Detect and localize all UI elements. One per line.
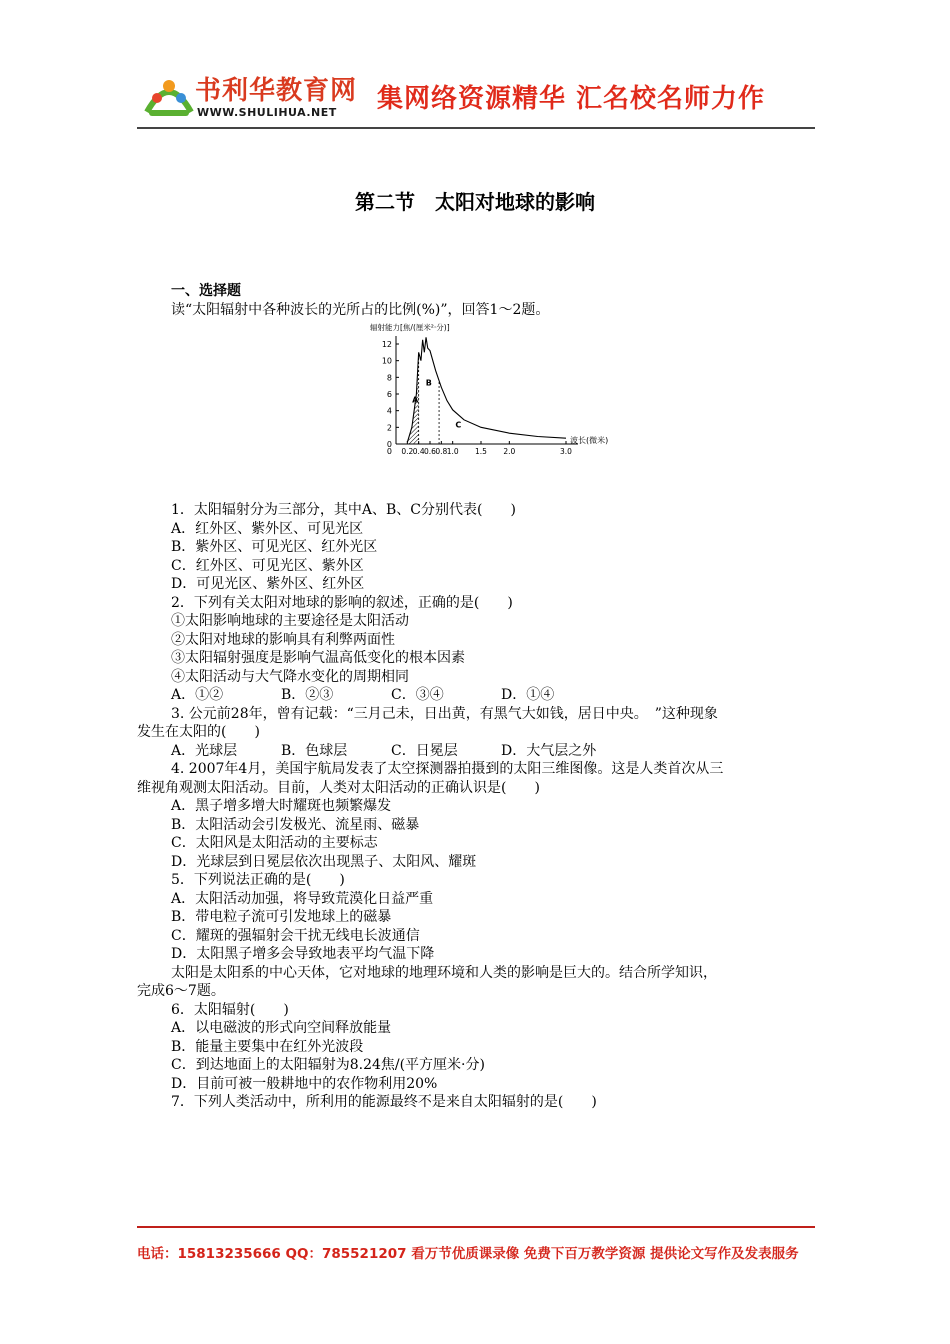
question-4-option-b: B．太阳活动会引发极光、流星雨、磁暴 [171,816,420,833]
question-6-stem: 6．太阳辐射( ) [171,1001,289,1018]
question-7-stem: 7．下列人类活动中，所利用的能源最终不是来自太阳辐射的是( ) [171,1094,597,1110]
chart-region-label-a: A [412,395,419,405]
footer-contact: 电话：15813235666 QQ：785521207 看万节优质课录像 免费下百万教学资源 提供论文写作及发表服务 [137,1246,799,1262]
chart-region-label-c: C [455,420,462,430]
question-1-option-a: A．红外区、紫外区、可见光区 [171,520,364,537]
chart-y-tick-label: 8 [386,373,392,383]
question-6-option-b: B．能量主要集中在红外光波段 [171,1038,364,1055]
header-slogan: 集网络资源精华 汇名校名师力作 [377,84,766,114]
site-header [137,66,815,128]
chart-xlabel: 波长(微米) [570,436,609,445]
chart-y-tick-label: 12 [381,340,392,349]
question-3-stem-line-1: 3. 公元前28年，曾有记载：“三月己未，日出黄，有黑气大如钱，居日中央。 ”这种现象 [171,705,718,722]
page-title: 第二节 太阳对地球的影响 [355,190,595,214]
header-divider [137,127,815,129]
question-2-statement-2: ②太阳对地球的影响具有利弊两面性 [171,631,395,648]
question-5-stem: 5．下列说法正确的是( ) [171,872,345,888]
chart-y-tick-label: 2 [386,423,392,433]
question-2-option-b: B．②③ [281,687,334,703]
chart-x-tick-label: 0.2 [401,447,414,456]
question-4-option-c: C．太阳风是太阳活动的主要标志 [171,835,378,851]
chart-y-tick-label: 10 [381,356,392,366]
question-5-option-d: D．太阳黑子增多会导致地表平均气温下降 [171,946,435,962]
question-3-option-c: C．日冕层 [391,742,458,759]
chart-x-tick-label: 0.6 [424,447,436,456]
chart-region-label-b: B [425,378,432,388]
question-5-option-a: A．太阳活动加强，将导致荒漠化日益严重 [171,890,434,907]
chart-y-tick-label: 4 [386,406,392,416]
question-1-option-d: D．可见光区、紫外区、红外区 [171,576,365,592]
question-2-statement-3: ③太阳辐射强度是影响气温高低变化的根本因素 [171,650,465,666]
chart-x-tick-label: 2.0 [503,447,516,456]
question-2-options [137,686,817,705]
chart-x-tick-label: 0.8 [435,447,448,456]
question-6-option-a: A．以电磁波的形式向空间释放能量 [171,1020,392,1036]
question-5-option-b: B．带电粒子流可引发地球上的磁暴 [171,909,392,925]
question-3-option-b: B．色球层 [281,742,348,759]
question-4-stem-line-2: 维视角观测太阳活动。目前，人类对太阳活动的正确认识是( ) [137,779,540,796]
question-2-option-d: D．①④ [501,687,555,703]
chart-x-tick-label: 1.5 [475,447,487,456]
question-4-option-d: D．光球层到日冕层依次出现黑子、太阳风、耀斑 [171,853,477,870]
chart-series-line [407,337,566,442]
chart-origin-label: 0 [386,447,392,456]
chart-x-tick-label: 3.0 [560,447,572,456]
footer-divider [137,1226,815,1228]
question-5-option-c: C．耀斑的强辐射会干扰无线电长波通信 [171,927,420,944]
question-2-stem: 2．下列有关太阳对地球的影响的叙述，正确的是( ) [171,594,513,611]
question-6-option-d: D．目前可被一般耕地中的农作物利用20% [171,1075,438,1092]
question-3-options [137,742,817,761]
question-2-statement-4: ④太阳活动与大气降水变化的周期相同 [171,668,409,685]
question-4-stem-line-1: 4. 2007年4月，美国宇航局发表了太空探测器拍摄到的太阳三维图像。这是人类首次从三 [171,761,724,777]
brand-url: WWW.SHULIHUA.NET [197,106,337,119]
question-1-option-b: B．紫外区、可见光区、红外光区 [171,539,378,555]
document-body [137,282,817,1112]
question-4-option-a: A．黑子增多增大时耀斑也频繁爆发 [171,798,392,814]
intro-6-7-line-1: 太阳是太阳系的中心天体，它对地球的地理环境和人类的影响是巨大的。结合所学知识， [171,964,717,981]
question-2-statement-1: ①太阳影响地球的主要途径是太阳活动 [171,613,409,629]
section-heading: 一、选择题 [171,283,241,299]
brand-name: 书利华教育网 [195,76,358,106]
logo-icon [143,68,195,120]
question-1-option-c: C．红外区、可见光区、紫外区 [171,557,364,574]
chart-x-tick-label: 0.4 [412,447,425,456]
question-3-stem-line-2: 发生在太阳的( ) [137,724,260,740]
radiation-chart [362,321,632,471]
intro-6-7-line-2: 完成6～7题。 [137,983,225,999]
question-6-option-c: C．到达地面上的太阳辐射为8.24焦/(平方厘米·分) [171,1057,485,1073]
chart-x-tick-label: 1.0 [446,447,459,456]
question-2-option-c: C．③④ [391,687,444,703]
question-1-stem: 1．太阳辐射分为三部分，其中A、B、C分别代表( ) [171,502,516,518]
question-2-option-a: A．①② [171,687,224,703]
chart-y-tick-label: 6 [386,390,392,399]
chart-intro: 读“太阳辐射中各种波长的光所占的比例(%)”，回答1～2题。 [171,301,550,318]
question-3-option-d: D．大气层之外 [501,742,597,759]
chart-y-tick-label: 0 [386,440,392,449]
question-3-option-a: A．光球层 [171,742,238,759]
chart-ylabel: 辐射能力[焦/(厘米²·分)] [370,323,450,332]
